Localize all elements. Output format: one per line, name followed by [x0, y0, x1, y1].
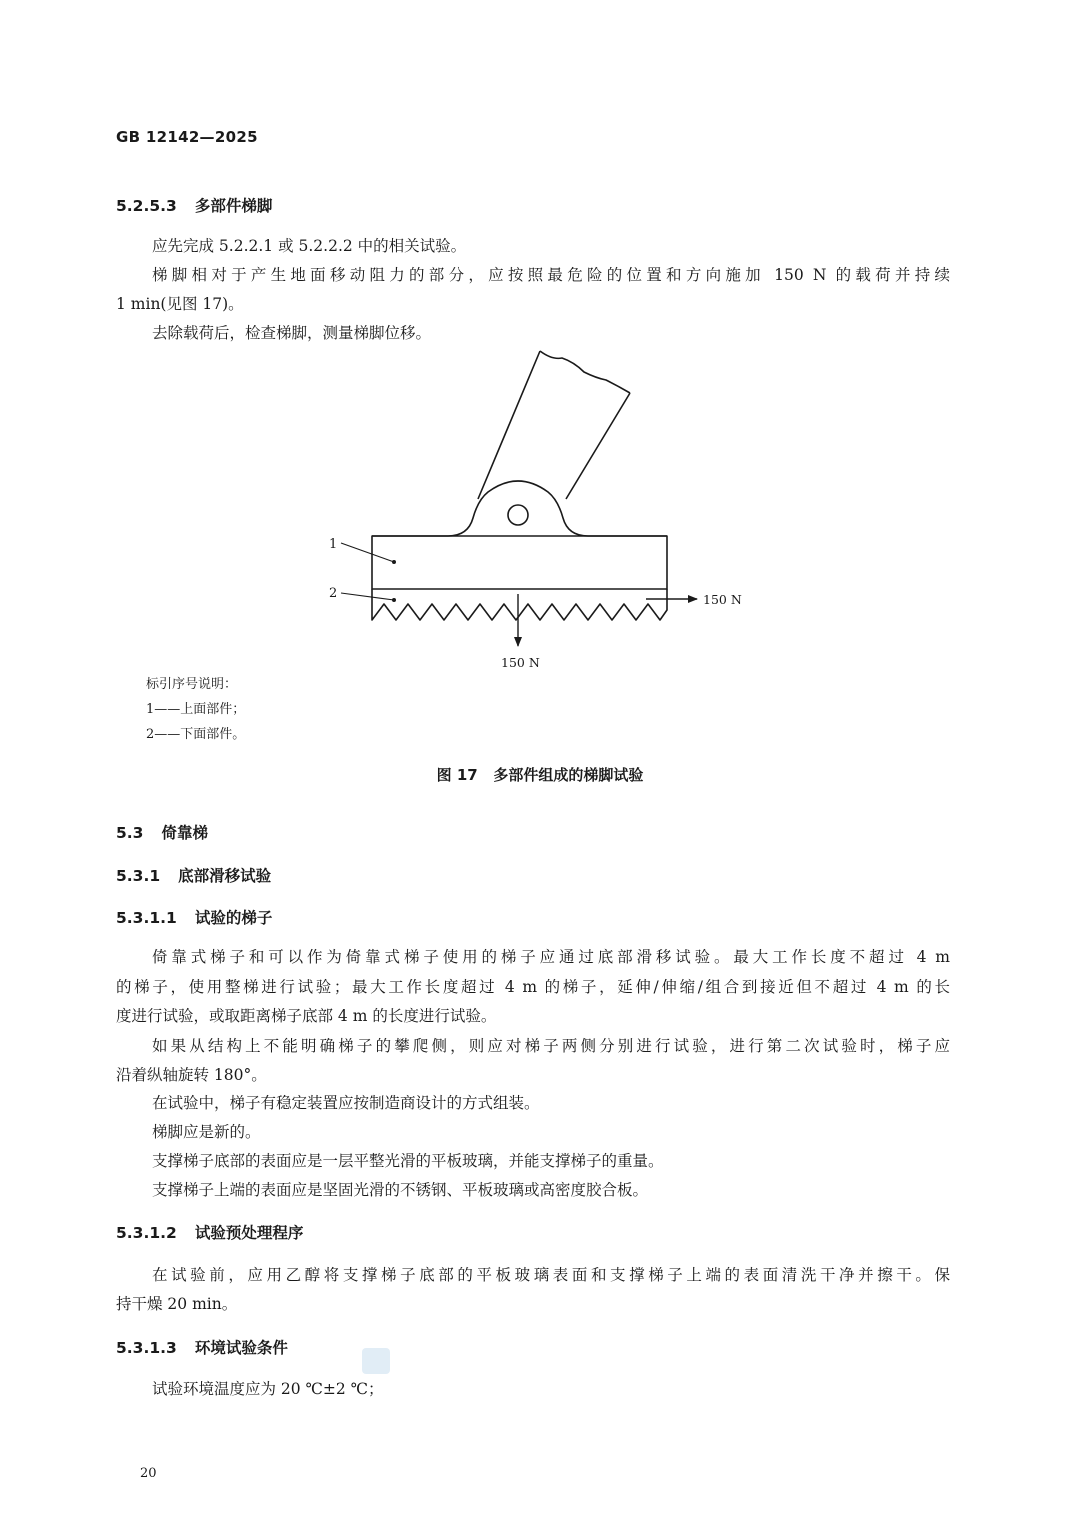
paragraph-line: 支撑梯子上端的表面应是坚固光滑的不锈钢、平板玻璃或高密度胶合板。	[152, 1181, 649, 1199]
heading-number: 5.3.1.2	[116, 1224, 177, 1242]
paragraph-line: 的梯子，使用整梯进行试验；最大工作长度超过 4 m 的梯子，延伸/伸缩/组合到接近但不超过 4 m 的长	[116, 978, 950, 996]
heading-title: 试验的梯子	[194, 909, 273, 927]
paragraph-line: 梯脚应是新的。	[152, 1123, 261, 1141]
heading-number: 5.3.1.1	[116, 909, 177, 927]
paragraph-line: 沿着纵轴旋转 180°。	[116, 1066, 267, 1084]
paragraph-line: 持干燥 20 min。	[116, 1295, 238, 1313]
paragraph-line: 试验环境温度应为 20 ℃±2 ℃；	[152, 1380, 384, 1398]
figure-caption: 图 17 多部件组成的梯脚试验	[436, 766, 644, 784]
heading-number: 5.3.1.3	[116, 1339, 177, 1357]
paragraph-line: 在试验前，应用乙醇将支撑梯子底部的平板玻璃表面和支撑梯子上端的表面清洗干净并擦干。保	[152, 1266, 950, 1284]
standard-code: GB 12142—2025	[116, 128, 258, 146]
legend-title: 标引序号说明：	[146, 677, 238, 692]
watermark-logo	[362, 1348, 390, 1374]
ladder-stile-outline	[478, 351, 540, 499]
lower-part-serrated	[372, 589, 667, 620]
heading-title: 环境试验条件	[194, 1339, 288, 1357]
horizontal-force-label: 150 N	[703, 592, 742, 607]
stile-break-line	[540, 351, 630, 393]
heading-5-3-1-1	[116, 906, 272, 928]
callout-1-dot	[392, 560, 396, 564]
paragraph: 梯脚相对于产生地面移动阻力的部分，应按照最危险的位置和方向施加 150 N 的载荷并持续	[152, 266, 950, 284]
page-number: 20	[140, 1466, 157, 1481]
paragraph-line: 在试验中，梯子有稳定装置应按制造商设计的方式组装。	[152, 1094, 540, 1112]
upper-part	[372, 536, 667, 589]
ladder-stile-outline	[566, 393, 630, 499]
heading-title: 多部件梯脚	[194, 197, 273, 215]
callout-2-label: 2	[329, 586, 338, 601]
heading-5-3	[116, 821, 208, 843]
paragraph: 应先完成 5.2.2.1 或 5.2.2.2 中的相关试验。	[152, 237, 467, 255]
hinge-pin-hole	[508, 505, 528, 525]
callout-1-leader	[341, 543, 394, 562]
paragraph-line: 倚靠式梯子和可以作为倚靠式梯子使用的梯子应通过底部滑移试验。最大工作长度不超过 4 m	[152, 948, 950, 966]
callout-1-label: 1	[329, 537, 338, 552]
hinge-lug-outline	[372, 481, 667, 536]
paragraph: 1 min(见图 17)。	[116, 295, 244, 313]
heading-title: 倚靠梯	[161, 824, 208, 842]
vertical-force-label: 150 N	[501, 655, 540, 670]
legend-item: 1——上面部件；	[146, 702, 246, 717]
paragraph-line: 度进行试验，或取距离梯子底部 4 m 的长度进行试验。	[116, 1007, 497, 1025]
heading-title: 试验预处理程序	[194, 1224, 304, 1242]
legend-item: 2——下面部件。	[146, 727, 246, 742]
heading-5-3-1-3	[116, 1336, 288, 1358]
heading-number: 5.3.1	[116, 867, 161, 885]
heading-number: 5.2.5.3	[116, 197, 177, 215]
paragraph: 去除载荷后，检查梯脚，测量梯脚位移。	[152, 324, 432, 342]
paragraph-line: 如果从结构上不能明确梯子的攀爬侧，则应对梯子两侧分别进行试验，进行第二次试验时，梯子应	[152, 1037, 950, 1055]
heading-title: 底部滑移试验	[178, 867, 272, 885]
heading-5-3-1	[116, 864, 271, 886]
heading-5-3-1-2	[116, 1221, 303, 1243]
paragraph-line: 支撑梯子底部的表面应是一层平整光滑的平板玻璃，并能支撑梯子的重量。	[152, 1152, 664, 1170]
callout-2-leader	[341, 593, 394, 600]
heading-number: 5.3	[116, 824, 144, 842]
callout-2-dot	[392, 598, 396, 602]
